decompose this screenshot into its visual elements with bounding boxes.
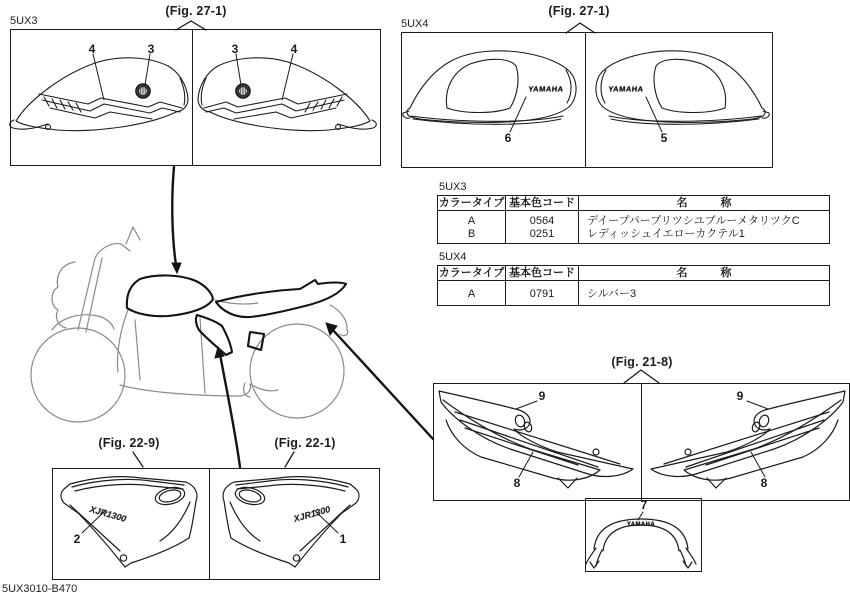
col-header-color-name: 名 称: [579, 196, 829, 211]
col-header-color-type: カラータイプ: [438, 267, 505, 279]
xjr1300-logo-left: XJR1300: [88, 504, 128, 524]
callout-9: 9: [538, 389, 546, 403]
figure-box-5ux4: [401, 32, 773, 168]
color-name-cell: シルバー3: [587, 288, 637, 300]
reference-arrows: [172, 167, 433, 467]
yamaha-grab-bar-emblem: YAMAHA: [626, 522, 656, 528]
color-code-cell: 0564: [529, 215, 555, 227]
figure-box-5ux3: [10, 29, 381, 166]
figure-box-side-covers: [52, 468, 380, 580]
color-type-cell: A: [467, 288, 476, 300]
figure-box-5ux3-divider: [192, 30, 193, 165]
callout-8: 8: [760, 476, 768, 490]
color-code-cell: 0791: [529, 288, 555, 300]
color-type-cell: B: [467, 228, 476, 240]
color-table-5ux4: [437, 265, 830, 306]
callout-7: 7: [640, 498, 648, 512]
color-name-cell: レディッシュイエローカクテル1: [587, 228, 745, 240]
callout-1: 1: [339, 532, 347, 546]
figure-label-fig22-1: (Fig. 22-1): [274, 436, 336, 450]
figure-label-fig21-8: (Fig. 21-8): [611, 355, 673, 369]
col-header-color-name: 名 称: [579, 266, 829, 281]
xjr1300-logo-right: XJR1300: [292, 504, 332, 524]
callout-4: 4: [88, 42, 96, 56]
callout-9: 9: [736, 389, 744, 403]
yamaha-tank-emblem-right: YAMAHA: [607, 84, 645, 94]
figure-box-tail-covers-divider: [641, 384, 642, 500]
table-model-5ux3: 5UX3: [439, 181, 467, 193]
col-header-color-code: 基本色コード: [506, 266, 578, 281]
callout-2: 2: [73, 532, 81, 546]
callout-6: 6: [504, 131, 512, 145]
figure-box-side-covers-divider: [209, 469, 210, 579]
color-code-cell: 0251: [529, 228, 555, 240]
model-code-5ux4: 5UX4: [401, 18, 429, 30]
callout-8: 8: [513, 476, 521, 490]
table-model-5ux4: 5UX4: [439, 251, 467, 263]
model-code-5ux3: 5UX3: [10, 15, 38, 27]
drawing-number: 5UX3010-B470: [2, 583, 78, 595]
col-header-color-type: カラータイプ: [438, 197, 505, 209]
callout-4: 4: [290, 42, 298, 56]
col-header-color-code: 基本色コード: [506, 196, 578, 211]
motorcycle-sketch: [31, 227, 348, 422]
color-type-cell: A: [467, 215, 476, 227]
figure-label-fig22-9: (Fig. 22-9): [98, 436, 160, 450]
figure-label-fig27-right: (Fig. 27-1): [548, 4, 610, 18]
callout-5: 5: [660, 131, 668, 145]
figure-label-fig27-left: (Fig. 27-1): [165, 4, 227, 18]
color-name-cell: デイープパープリツシユブルーメタリツクC: [587, 215, 800, 227]
color-table-5ux3: [437, 195, 830, 244]
motorcycle-decal-areas: [127, 275, 346, 355]
callout-3: 3: [147, 42, 155, 56]
callout-3: 3: [231, 42, 239, 56]
figure-box-5ux4-divider: [585, 33, 586, 167]
yamaha-tank-emblem-left: YAMAHA: [527, 84, 565, 94]
figure-box-tail-covers: [433, 383, 850, 501]
